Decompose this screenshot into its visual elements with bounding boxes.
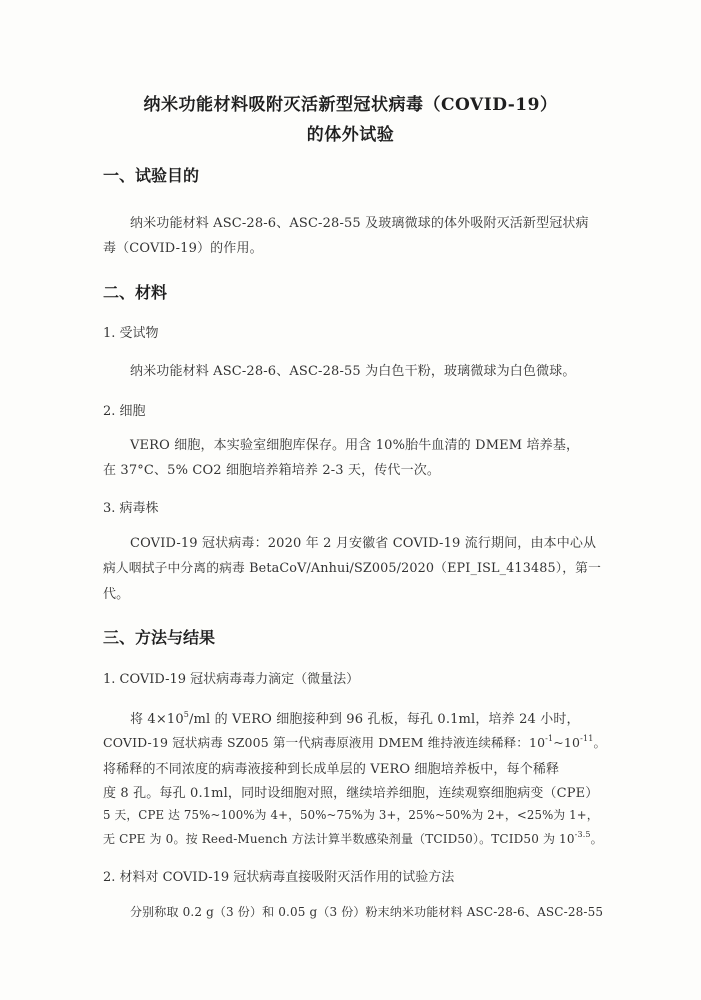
virus-strain-text-line1: COVID-19 冠状病毒：2020 年 2 月安徽省 COVID-19 流行期间，由本中心从 — [130, 536, 597, 551]
virus-strain-text-line3: 代。 — [103, 587, 130, 602]
titration-text-line1: 将 $4\times 10^5/ml$ 的 VERO 细胞接种到 96 孔板，每孔 0.1ml，培养 24 小时， — [130, 709, 580, 727]
subheading-virus-titration: 1. COVID-19 冠状病毒毒力滴定（微量法） — [103, 672, 360, 687]
purpose-text-line1: 纳米功能材料 ASC-28-6、ASC-28-55 及玻璃微球的体外吸附灭活新型冠状病 — [130, 216, 589, 231]
titration-text-line4: 度 8 孔。每孔 0.1ml，同时设细胞对照，继续培养细胞，连续观察细胞病变（CPE） — [103, 786, 599, 801]
adsorption-method-text-line1: 分别称取 0.2 g（3 份）和 0.05 g（3 份）粉末纳米功能材料 ASC-28-6、ASC-28-55 — [130, 905, 604, 919]
titration-text-line3: 将稀释的不同浓度的病毒液接种到长成单层的 VERO 细胞培养板中，每个稀释 — [103, 762, 560, 777]
cells-text-line1: VERO 细胞，本实验室细胞库保存。用含 10%胎牛血清的 DMEM 培养基， — [130, 438, 580, 453]
subheading-test-article: 1. 受试物 — [103, 326, 159, 341]
superscript: -11 — [580, 733, 594, 743]
virus-strain-text-line2: 病人咽拭子中分离的病毒 BetaCoV/Anhui/SZ005/2020（EPI_ISL_413485），第一 — [103, 561, 601, 576]
section-heading-purpose: 一、试验目的 — [103, 166, 200, 185]
subheading-cells: 2. 细胞 — [103, 404, 146, 419]
purpose-text-line2: 毒（COVID-19）的作用。 — [103, 241, 263, 256]
cells-text-line2: 在 37°C、5% CO2 细胞培养箱培养 2-3 天，传代一次。 — [103, 463, 441, 478]
section-heading-methods: 三、方法与结果 — [103, 628, 216, 647]
test-article-text: 纳米功能材料 ASC-28-6、ASC-28-55 为白色干粉，玻璃微球为白色微球。 — [130, 364, 576, 379]
titration-text-line2: COVID-19 冠状病毒 SZ005 第一代病毒原液用 DMEM 维持液连续稀释：$10^{-1}\sim 10^{-11}$。 — [103, 733, 607, 750]
section-heading-materials: 二、材料 — [103, 283, 168, 302]
titration-text-line5: 5 天，CPE 达 75%~100%为 4+，50%~75%为 3+，25%~50%为 2+，<25%为 1+， — [103, 808, 599, 822]
subheading-virus-strain: 3. 病毒株 — [103, 501, 159, 516]
subheading-adsorption-method: 2. 材料对 COVID-19 冠状病毒直接吸附灭活作用的试验方法 — [103, 870, 455, 885]
superscript: 5 — [183, 709, 189, 719]
superscript: -1 — [545, 733, 554, 743]
doc-title-line1: 纳米功能材料吸附灭活新型冠状病毒（COVID-19） — [143, 95, 558, 115]
titration-text-line6: 无 CPE 为 0。按 Reed-Muench 方法计算半数感染剂量（TCID50）。TCID50 为 $10^{-3.5}$。 — [103, 830, 603, 846]
superscript: -3.5 — [574, 830, 591, 839]
doc-title-line2: 的体外试验 — [306, 125, 395, 145]
